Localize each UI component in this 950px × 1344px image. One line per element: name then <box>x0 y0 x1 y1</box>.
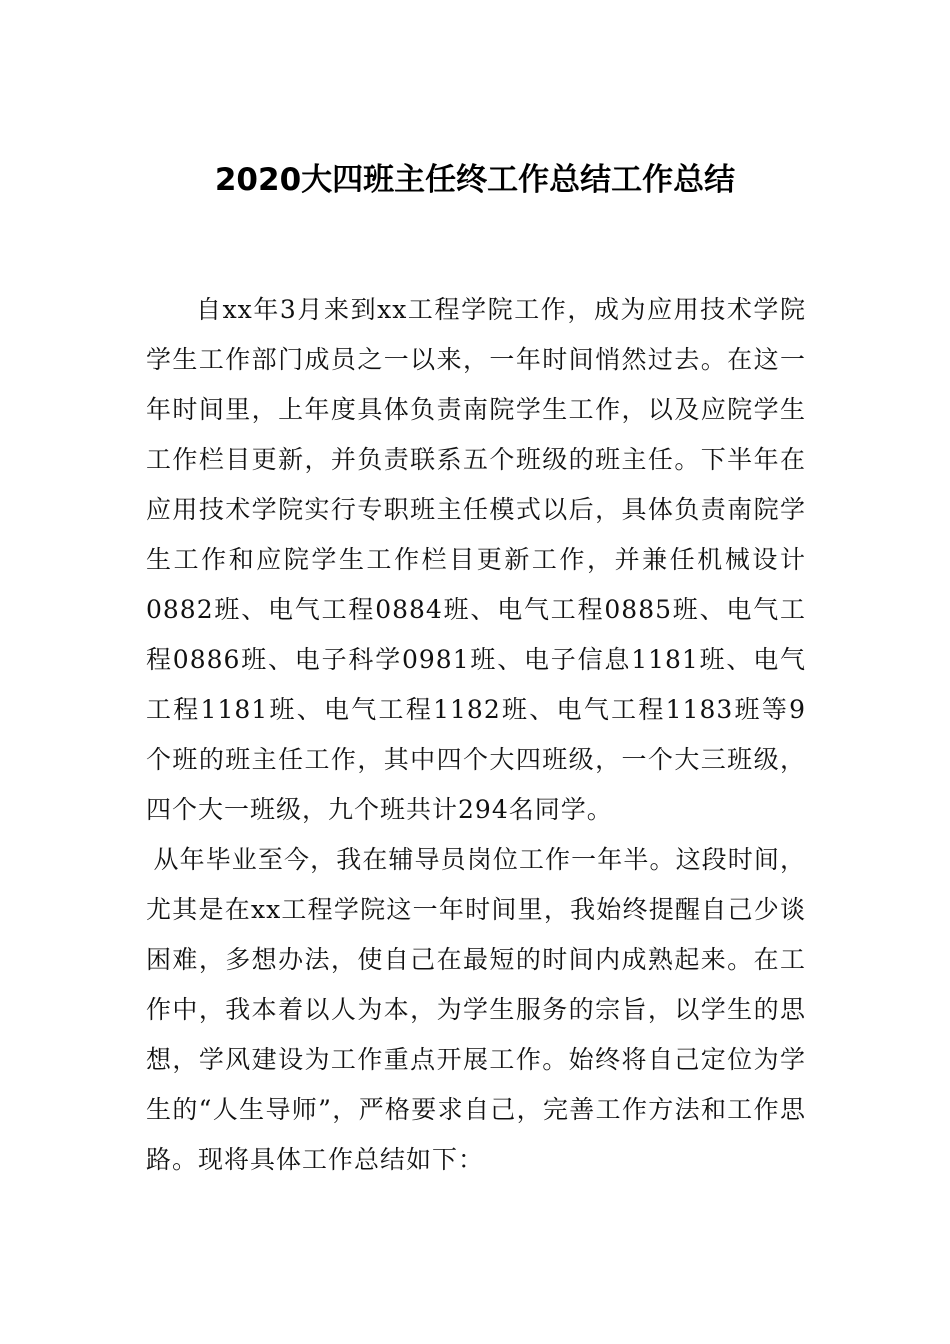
paragraph-intro: 自xx年3月来到xx工程学院工作，成为应用技术学院学生工作部门成员之一以来，一年时间悄然过去。在这一年时间里，上年度具体负责南院学生工作，以及应院学生工作栏目更新，并负责联系五个班级的班主任。下半年在应用技术学院实行专职班主任模式以后，具体负责南院学生工作和应院学生工作栏目更新工作，并兼任机械设计0882班、电气工程0884班、电气工程0885班、电气工程0886班、电子科学0981班、电子信息1181班、电气工程1181班、电气工程1182班、电气工程1183班等9个班的班主任工作，其中四个大四班级，一个大三班级，四个大一班级，九个班共计294名同学。 <box>146 295 806 824</box>
document-title: 2020大四班主任终工作总结工作总结 <box>214 162 736 198</box>
document-body <box>146 285 806 1185</box>
paragraph-summary: 从年毕业至今，我在辅导员岗位工作一年半。这段时间，尤其是在xx工程学院这一年时间里，我始终提醒自己少谈困难，多想办法，使自己在最短的时间内成熟起来。在工作中，我本着以人为本，为学生服务的宗旨，以学生的思想，学风建设为工作重点开展工作。始终将自己定位为学生的“人生导师”，严格要求自己，完善工作方法和工作思路。现将具体工作总结如下： <box>146 845 806 1174</box>
